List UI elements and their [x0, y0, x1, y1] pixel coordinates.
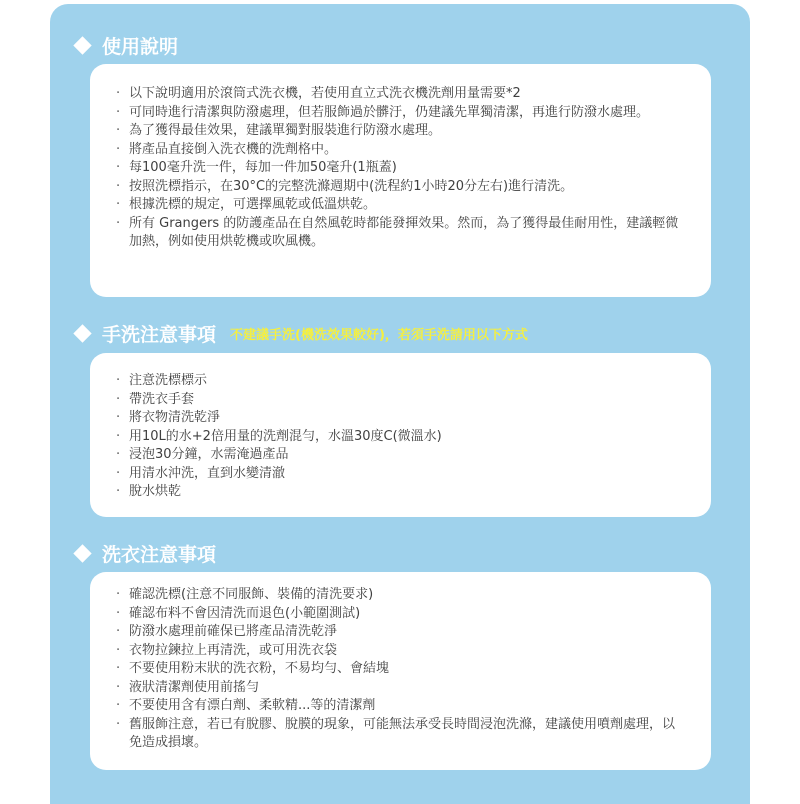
list-item: · 確認布料不會因清洗而退色(小範圍測試)	[116, 605, 683, 624]
list-item: · 帶洗衣手套	[116, 391, 683, 410]
section-title: 使用說明	[102, 36, 179, 58]
laundry-list	[116, 586, 683, 753]
usage-card	[90, 64, 711, 297]
section-title: 手洗注意事項	[102, 324, 217, 346]
list-item: · 將產品直接倒入洗衣機的洗劑格中。	[116, 141, 683, 160]
usage-list	[116, 85, 683, 252]
list-item: · 所有 Grangers 的防護產品在自然風乾時都能發揮效果。然而，為了獲得最佳耐用性，建議輕微加熱，例如使用烘乾機或吹風機。	[116, 215, 683, 252]
section-header-laundry	[70, 540, 216, 567]
section-header-handwash	[70, 320, 528, 347]
list-item: · 按照洗標指示，在30°C的完整洗滌週期中(洗程約1小時20分左右)進行清洗。	[116, 178, 683, 197]
diamond-icon	[73, 324, 91, 342]
section-title: 洗衣注意事項	[102, 544, 217, 566]
list-item: · 確認洗標(注意不同服飾、裝備的清洗要求)	[116, 586, 683, 605]
list-item: · 可同時進行清潔與防潑處理，但若服飾過於髒汙，仍建議先單獨清潔，再進行防潑水處理。	[116, 104, 683, 123]
handwash-note: 不建議手洗(機洗效果較好)，若須手洗請用以下方式	[230, 328, 528, 343]
list-item: · 不要使用粉末狀的洗衣粉，不易均勻、會結塊	[116, 660, 683, 679]
list-item: · 用清水沖洗，直到水變清澈	[116, 465, 683, 484]
list-item: · 每100毫升洗一件，每加一件加50毫升(1瓶蓋)	[116, 159, 683, 178]
list-item: · 根據洗標的規定，可選擇風乾或低溫烘乾。	[116, 196, 683, 215]
section-header-usage	[70, 32, 178, 59]
list-item: · 為了獲得最佳效果，建議單獨對服裝進行防潑水處理。	[116, 122, 683, 141]
handwash-card	[90, 353, 711, 517]
list-item: · 衣物拉鍊拉上再清洗，或可用洗衣袋	[116, 642, 683, 661]
list-item: · 用10L的水+2倍用量的洗劑混勻，水溫30度C(微溫水)	[116, 428, 683, 447]
list-item: · 將衣物清洗乾淨	[116, 409, 683, 428]
list-item: · 浸泡30分鐘，水需淹過產品	[116, 446, 683, 465]
list-item: · 脫水烘乾	[116, 483, 683, 502]
list-item: · 防潑水處理前確保已將產品清洗乾淨	[116, 623, 683, 642]
laundry-card	[90, 572, 711, 770]
handwash-list	[116, 372, 683, 502]
diamond-icon	[73, 544, 91, 562]
list-item: · 注意洗標標示	[116, 372, 683, 391]
list-item: · 不要使用含有漂白劑、柔軟精...等的清潔劑	[116, 697, 683, 716]
list-item: · 舊服飾注意，若已有脫膠、脫膜的現象，可能無法承受長時間浸泡洗滌，建議使用噴劑處理，以免造成損壞。	[116, 716, 683, 753]
diamond-icon	[73, 36, 91, 54]
list-item: · 液狀清潔劑使用前搖勻	[116, 679, 683, 698]
list-item: · 以下說明適用於滾筒式洗衣機，若使用直立式洗衣機洗劑用量需要*2	[116, 85, 683, 104]
